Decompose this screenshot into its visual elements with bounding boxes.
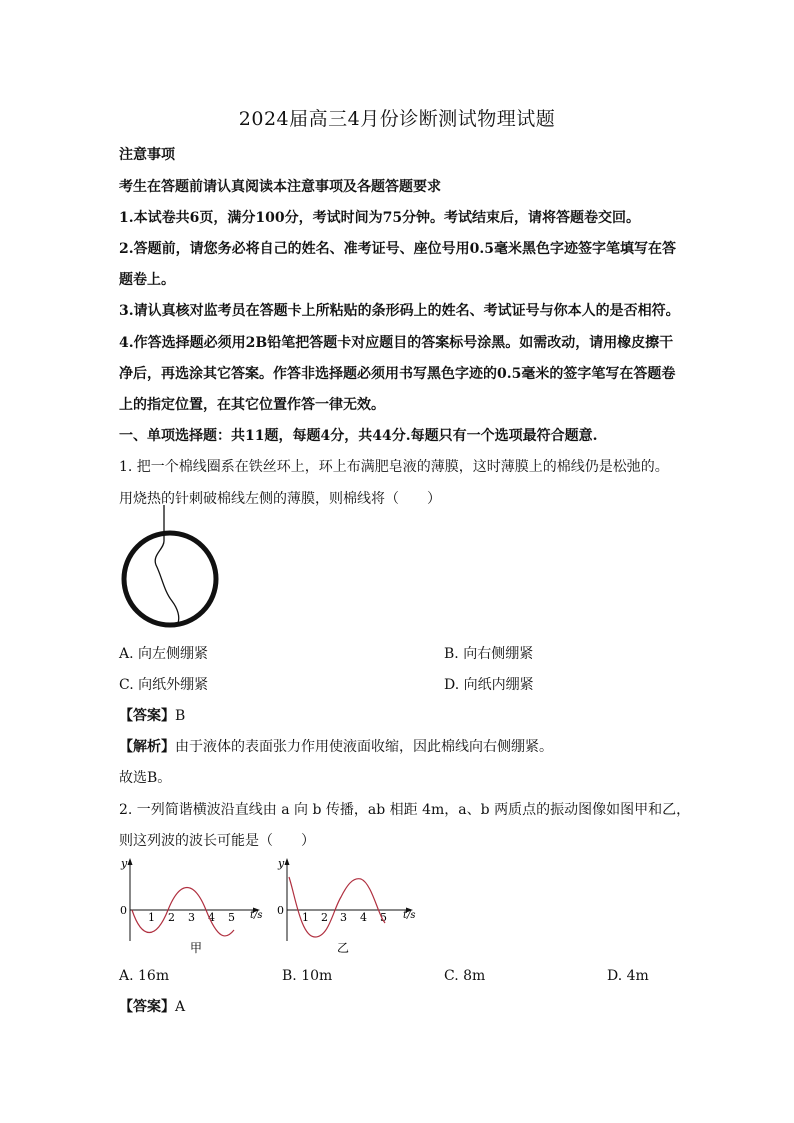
- q1-stem-line-1: 1. 把一个棉线圈系在铁丝环上，环上布满肥皂液的薄膜，这时薄膜上的棉线仍是松弛的。: [119, 459, 669, 475]
- q2-yi-tick-3: 3: [340, 911, 347, 924]
- q1-option-d: D. 向纸内绷紧: [444, 677, 534, 693]
- q1-ring-figure: [118, 505, 224, 635]
- notice-item-1: 1.本试卷共6页，满分100分，考试时间为75分钟。考试结束后，请将答题卷交回。: [119, 210, 641, 226]
- q1-conclusion: 故选B。: [119, 770, 172, 786]
- q2-answer-label: 【答案】: [119, 999, 175, 1015]
- q1-answer-label: 【答案】: [119, 708, 175, 724]
- section-heading: 一、单项选择题：共11题，每题4分，共44分.每题只有一个选项最符合题意.: [119, 428, 598, 444]
- q2-jia-origin: 0: [120, 904, 127, 917]
- notice-item-4-line-2: 净后，再选涂其它答案。作答非选择题必须用书写黑色字迹的0.5毫米的签字笔写在答题卷: [119, 366, 676, 382]
- q2-option-b: B. 10m: [282, 968, 333, 984]
- notice-item-2-line-1: 2.答题前，请您务必将自己的姓名、准考证号、座位号用0.5毫米黑色字迹签字笔填写在答: [119, 241, 676, 257]
- q2-yi-caption: 乙: [337, 941, 350, 955]
- notice-item-3: 3.请认真核对监考员在答题卡上所粘贴的条形码上的姓名、考试证号与你本人的是否相符。: [119, 303, 680, 319]
- q2-graph-jia: [118, 855, 268, 960]
- q2-option-a: A. 16m: [119, 968, 170, 984]
- q2-jia-ylabel: y: [121, 857, 128, 870]
- q2-option-d: D. 4m: [607, 968, 649, 984]
- q2-jia-xlabel: t/s: [250, 910, 263, 921]
- notice-item-4-line-3: 上的指定位置，在其它位置作答一律无效。: [119, 397, 385, 413]
- q2-yi-wave: [289, 877, 385, 937]
- q2-option-c: C. 8m: [444, 968, 486, 984]
- q2-yi-origin: 0: [277, 904, 284, 917]
- q2-jia-caption: 甲: [190, 941, 203, 955]
- q2-stem-line-2: 则这列波的波长可能是（ ）: [119, 833, 315, 849]
- q2-yi-tick-1: 1: [302, 911, 309, 924]
- q1-answer-value: B: [175, 708, 186, 724]
- q2-stem-line-1: 2. 一列简谐横波沿直线由 a 向 b 传播，ab 相距 4m，a、b 两质点的振动图像如图甲和乙，: [119, 802, 691, 818]
- q2-jia-tick-3: 3: [188, 911, 195, 924]
- q2-jia-tick-2: 2: [168, 911, 175, 924]
- notice-item-4-line-1: 4.作答选择题必须用2B铅笔把答题卡对应题目的答案标号涂黑。如需改动，请用橡皮擦干: [119, 335, 674, 351]
- q1-analysis-label: 【解析】: [119, 739, 175, 755]
- notice-item-2-line-2: 题卷上。: [119, 272, 175, 288]
- q2-jia-tick-1: 1: [148, 911, 155, 924]
- page-title: 2024届高三4月份诊断测试物理试题: [238, 108, 556, 130]
- q1-option-b: B. 向右侧绷紧: [444, 646, 534, 662]
- q1-stem-line-2: 用烧热的针刺破棉线左侧的薄膜，则棉线将（ ）: [119, 491, 441, 507]
- q2-answer-value: A: [175, 999, 186, 1015]
- q2-yi-tick-5: 5: [380, 911, 387, 924]
- q1-analysis: [119, 738, 553, 756]
- q1-option-a: A. 向左侧绷紧: [119, 646, 209, 662]
- q2-yi-ylabel: y: [278, 857, 285, 870]
- q2-yi-tick-2: 2: [321, 911, 328, 924]
- q2-yi-tick-4: 4: [360, 911, 367, 924]
- q2-graph-yi: [275, 855, 425, 960]
- notice-intro: 考生在答题前请认真阅读本注意事项及各题答题要求: [119, 179, 441, 195]
- q1-analysis-text: 由于液体的表面张力作用使液面收缩，因此棉线向右侧绷紧。: [175, 739, 553, 755]
- q2-jia-tick-5: 5: [228, 911, 235, 924]
- q2-yi-xlabel: t/s: [403, 910, 416, 921]
- q1-option-c: C. 向纸外绷紧: [119, 677, 209, 693]
- q1-answer: [119, 707, 185, 725]
- notice-heading: 注意事项: [119, 147, 175, 163]
- q2-answer: [119, 998, 185, 1016]
- q2-jia-tick-4: 4: [208, 911, 215, 924]
